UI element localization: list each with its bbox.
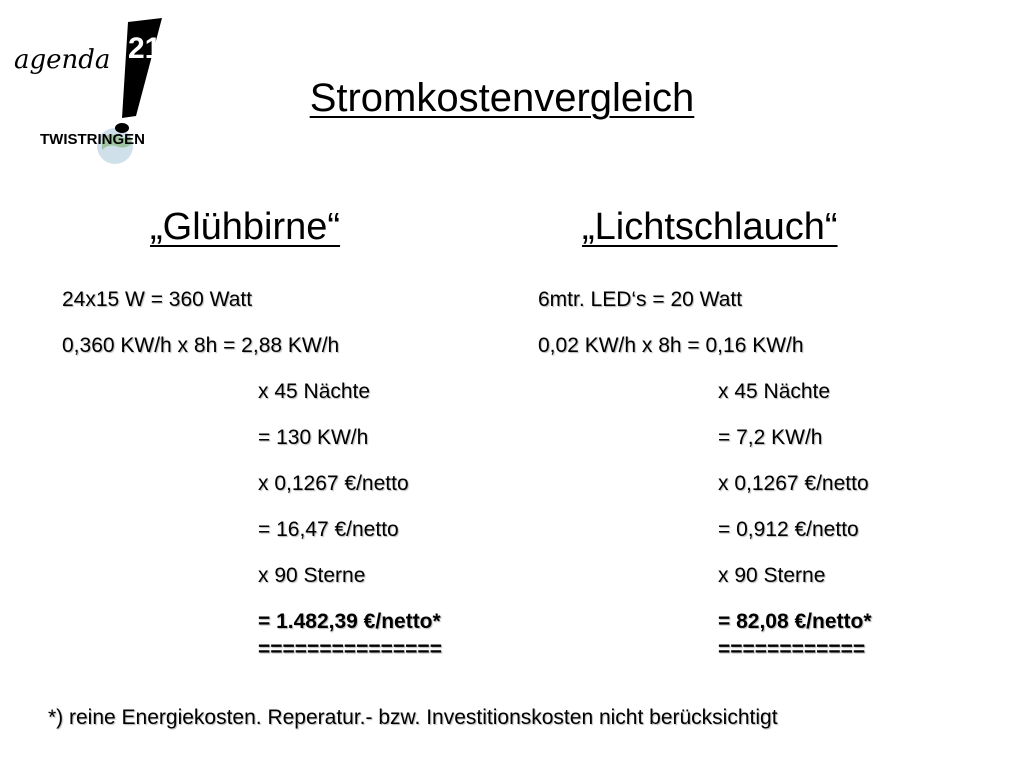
right-line-6: = 0,912 €/netto	[718, 518, 859, 541]
right-line-5: x 0,1267 €/netto	[718, 472, 869, 495]
right-column-heading: „Lichtschlauch“	[582, 206, 838, 248]
left-line-2: 0,360 KW/h x 8h = 2,88 KW/h	[62, 334, 340, 357]
logo-number-text: 21	[128, 32, 162, 65]
left-line-7: x 90 Sterne	[258, 564, 366, 587]
right-line-1: 6mtr. LED‘s = 20 Watt	[538, 288, 743, 311]
right-line-7: x 90 Sterne	[718, 564, 826, 587]
left-line-6: = 16,47 €/netto	[258, 518, 399, 541]
left-line-1: 24x15 W = 360 Watt	[62, 288, 253, 311]
right-line-4: = 7,2 KW/h	[718, 426, 823, 449]
left-line-4: = 130 KW/h	[258, 426, 369, 449]
page-title: Stromkostenvergleich	[309, 76, 695, 120]
left-line-3: x 45 Nächte	[258, 380, 371, 403]
left-line-5: x 0,1267 €/netto	[258, 472, 409, 495]
left-column-heading: „Glühbirne“	[150, 206, 341, 248]
footnote: *) reine Energiekosten. Reperatur.- bzw. Investitionskosten nicht berücksichtigt	[48, 706, 778, 729]
left-total-underline: ===============	[258, 638, 442, 661]
right-total-underline: ============	[718, 638, 866, 661]
right-line-3: x 45 Nächte	[718, 380, 831, 403]
logo-city-text: TWISTRINGEN	[40, 131, 145, 148]
left-total: = 1.482,39 €/netto*	[258, 610, 441, 633]
logo-agenda-text: agenda	[14, 45, 111, 75]
right-total: = 82,08 €/netto*	[718, 610, 872, 633]
right-line-2: 0,02 KW/h x 8h = 0,16 KW/h	[538, 334, 804, 357]
